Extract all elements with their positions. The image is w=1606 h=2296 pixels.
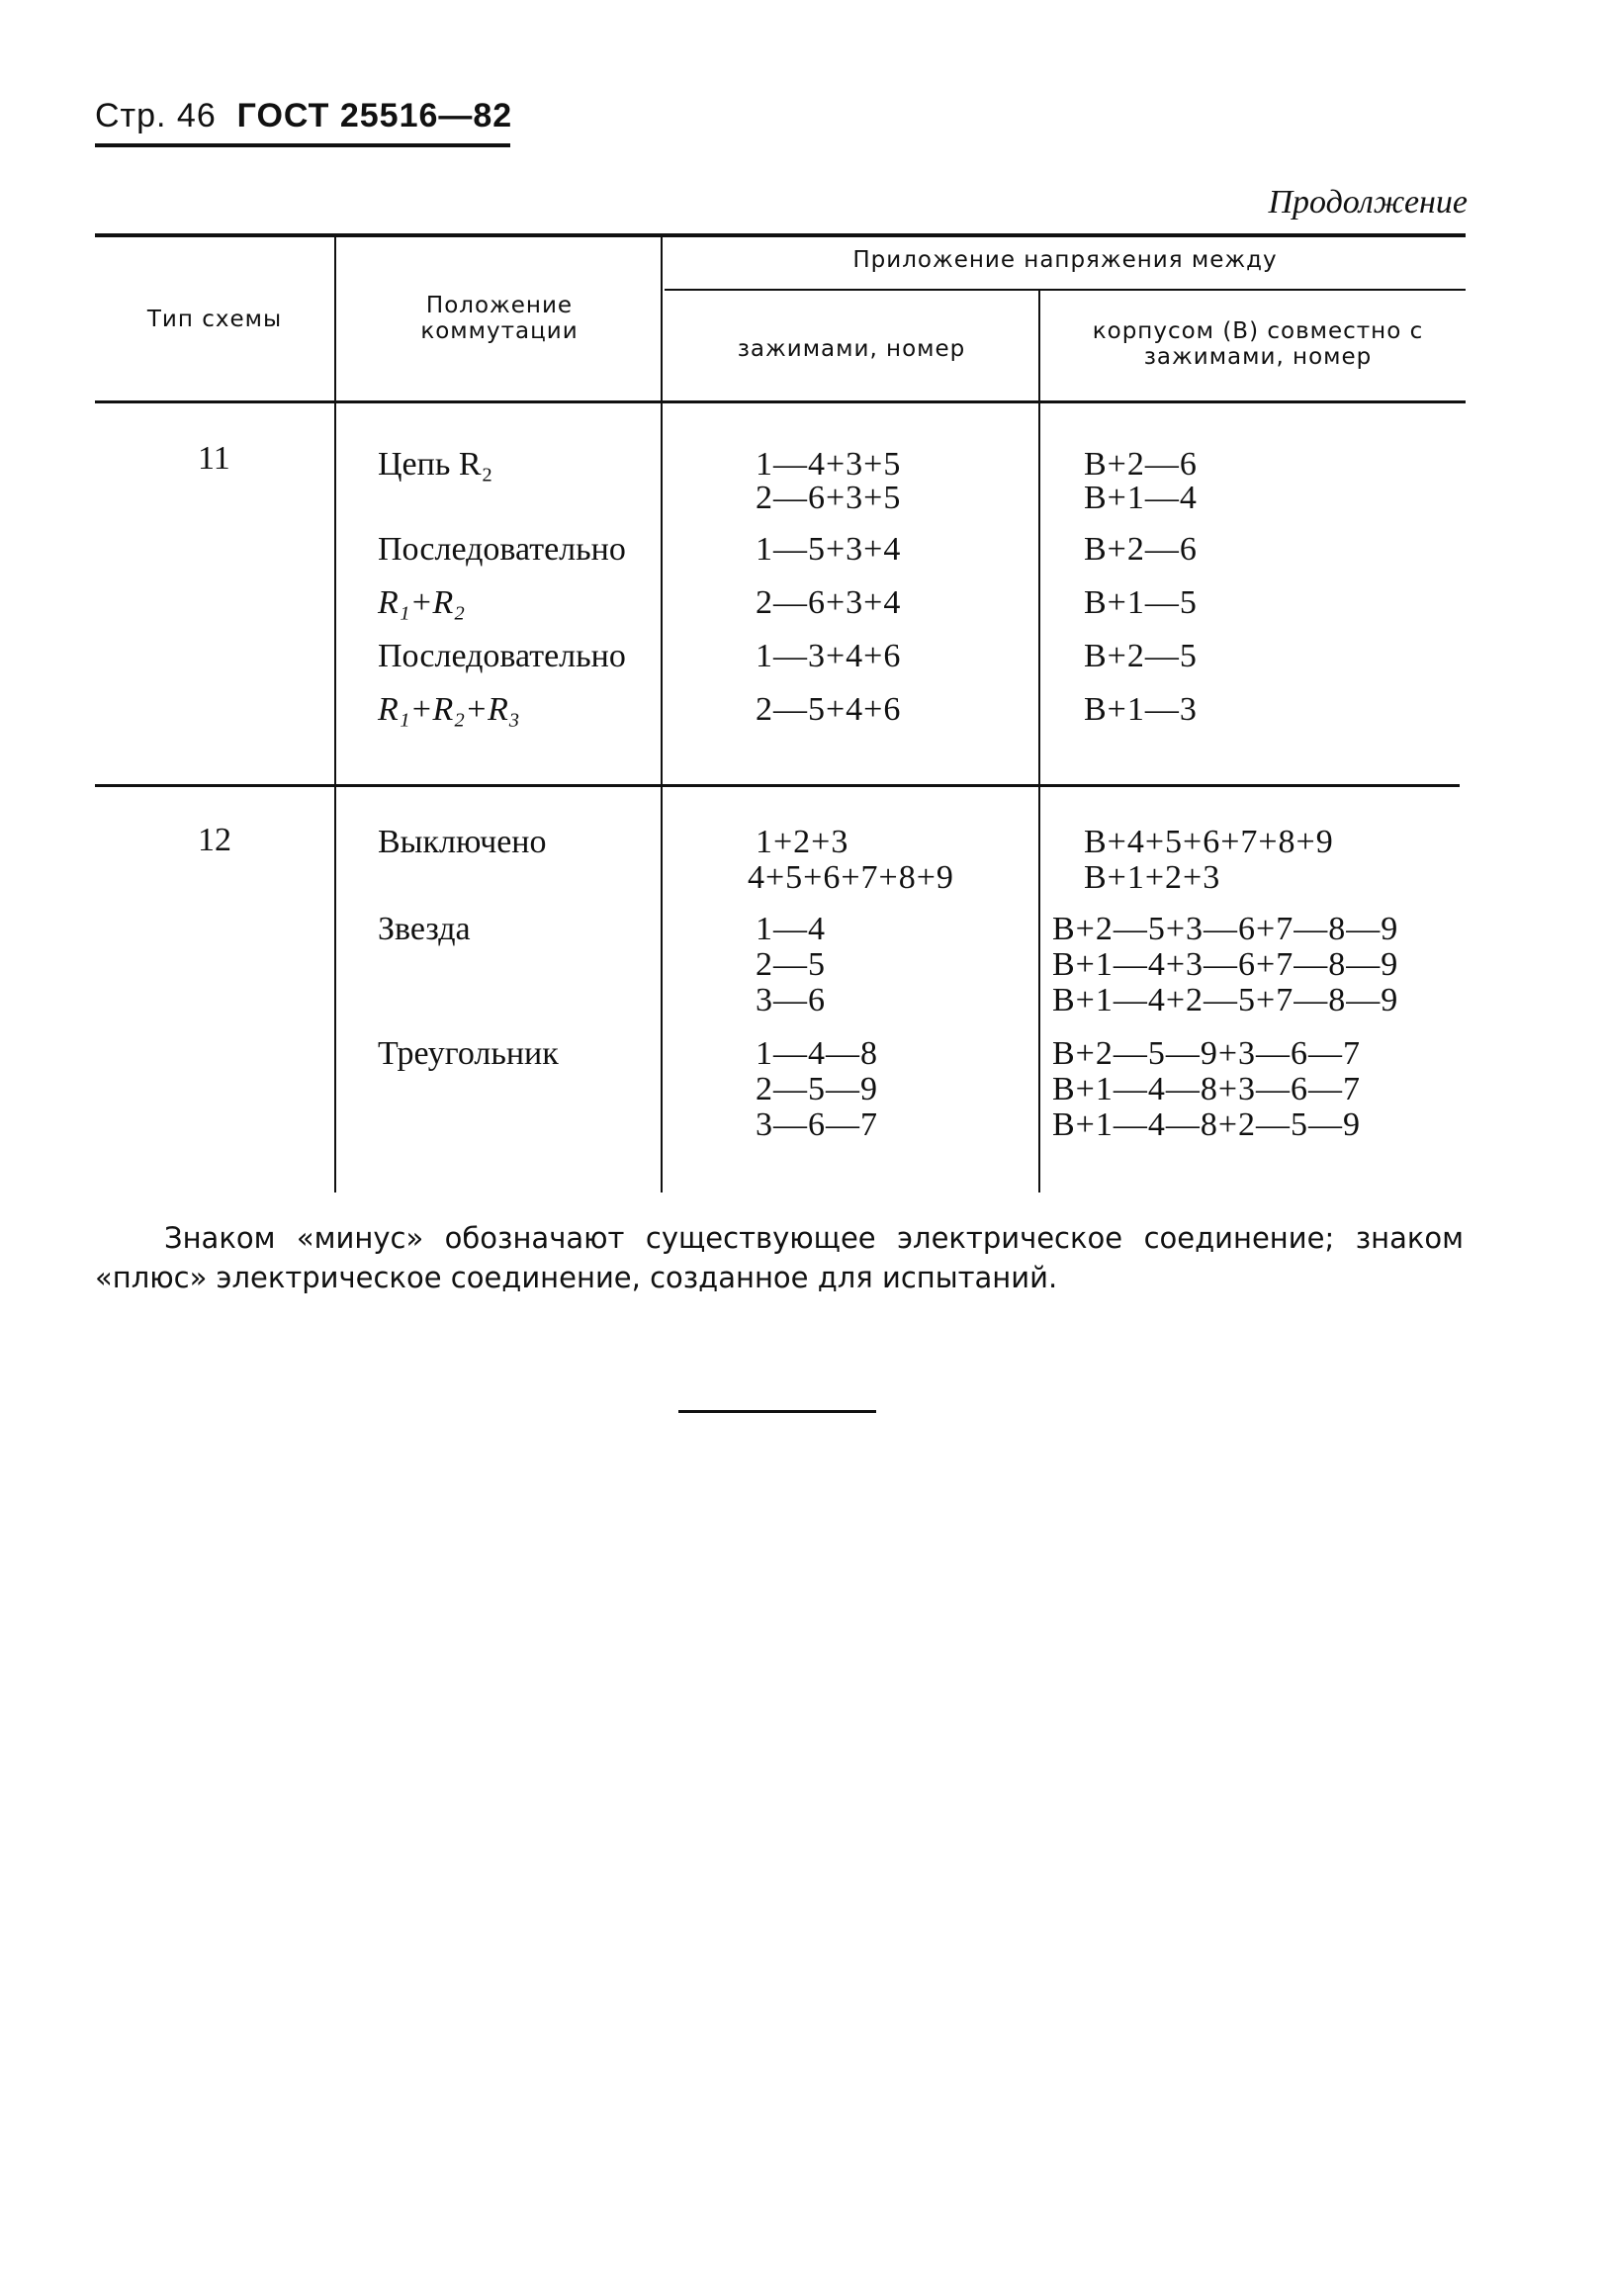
group-separator-rule [95, 784, 1460, 787]
position-cell: Выключено [378, 824, 547, 860]
position-cell: Звезда [378, 911, 471, 947]
body-cell: В+1—4—8+3—6—7 [1052, 1071, 1362, 1107]
header-bottom-rule [95, 400, 1466, 403]
body-cell: В+4+5+6+7+8+9 [1084, 824, 1334, 860]
header-underline [95, 143, 510, 147]
body-cell: В+1—4 [1084, 480, 1198, 516]
col-divider-1 [334, 235, 336, 1192]
body-cell: В+2—5+3—6+7—8—9 [1052, 911, 1399, 947]
terminals-cell: 1—5+3+4 [756, 531, 902, 568]
terminals-cell: 3—6 [756, 982, 826, 1018]
standard-number: ГОСТ 25516—82 [236, 97, 513, 134]
terminals-cell: 2—6+3+4 [756, 584, 902, 621]
header-voltage: Приложение напряжения между [852, 247, 1278, 273]
type-cell: 11 [198, 440, 230, 477]
body-cell: В+1+2+3 [1084, 859, 1221, 896]
position-cell: Цепь R₂ [378, 446, 493, 483]
terminals-cell: 1—4 [756, 911, 826, 947]
terminals-cell: 3—6—7 [756, 1106, 878, 1143]
position-cell: R₁+R₂+R₃ [378, 691, 520, 728]
end-rule [678, 1410, 876, 1413]
header-body: корпусом (В) совместно с зажимами, номер [1092, 318, 1424, 370]
header-position: Положение коммутации [420, 293, 579, 344]
type-cell: 12 [198, 822, 231, 858]
position-cell: Последовательно [378, 531, 626, 568]
terminals-cell: 2—5+4+6 [756, 691, 902, 728]
body-cell: В+2—5—9+3—6—7 [1052, 1035, 1362, 1072]
body-cell: В+1—5 [1084, 584, 1198, 621]
body-cell: В+2—6 [1084, 531, 1198, 568]
terminals-cell: 1—4—8 [756, 1035, 878, 1072]
body-cell: В+1—4+3—6+7—8—9 [1052, 946, 1399, 983]
body-cell: В+2—6 [1084, 446, 1198, 483]
header-type: Тип схемы [146, 307, 283, 332]
terminals-cell: 2—5—9 [756, 1071, 878, 1107]
body-cell: В+1—3 [1084, 691, 1198, 728]
body-cell: В+1—4—8+2—5—9 [1052, 1106, 1362, 1143]
voltage-header-rule [665, 289, 1466, 291]
body-cell: В+1—4+2—5+7—8—9 [1052, 982, 1399, 1018]
header-terminals: зажимами, номер [737, 336, 966, 362]
terminals-cell: 1—3+4+6 [756, 638, 902, 674]
page-header [95, 97, 512, 135]
position-cell: Треугольник [378, 1035, 559, 1072]
table-top-rule [95, 233, 1466, 237]
col-divider-3 [1038, 289, 1040, 1192]
col-divider-2 [661, 235, 663, 1192]
terminals-cell: 2—6+3+5 [756, 480, 902, 516]
page-number: Стр. 46 [95, 97, 217, 134]
position-cell: R₁+R₂ [378, 584, 466, 621]
continuation-label: Продолжение [1268, 184, 1468, 221]
terminals-cell: 4+5+6+7+8+9 [748, 859, 954, 896]
terminals-cell: 2—5 [756, 946, 826, 983]
footnote: Знаком «минус» обозначают существующее электрическое соединение; знаком «плюс» электрическое соединение, созданное для испытаний. [95, 1221, 1464, 1294]
terminals-cell: 1+2+3 [756, 824, 849, 860]
terminals-cell: 1—4+3+5 [756, 446, 902, 483]
body-cell: В+2—5 [1084, 638, 1198, 674]
position-cell: Последовательно [378, 638, 626, 674]
